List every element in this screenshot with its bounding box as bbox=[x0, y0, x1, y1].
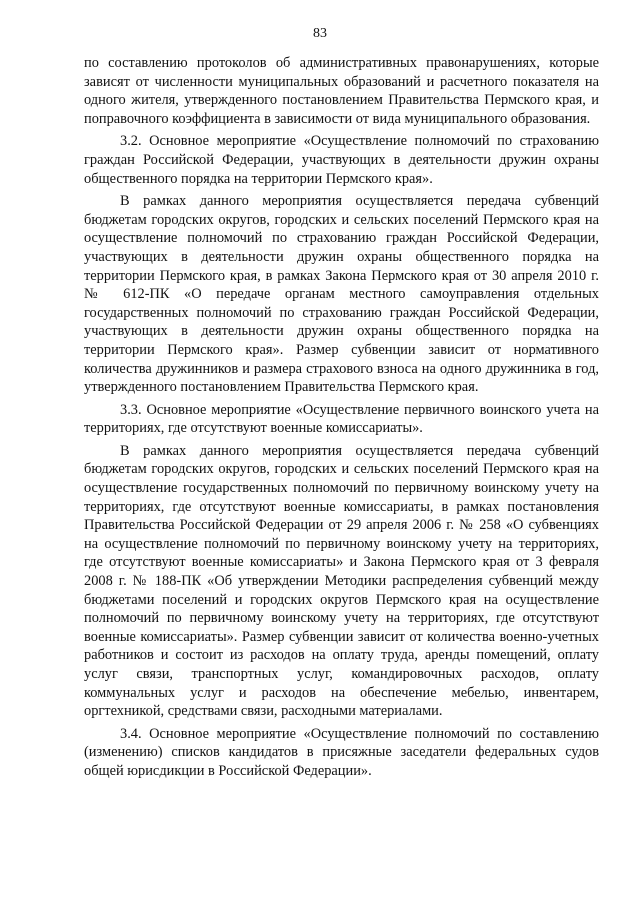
paragraph-3-3-heading: 3.3. Основное мероприятие «Осуществление первичного воинского учета на территориях, где отсутствуют военные комиссариаты». bbox=[84, 401, 599, 437]
page-number: 83 bbox=[313, 26, 327, 41]
document-body bbox=[84, 54, 599, 785]
paragraph-3-2-heading: 3.2. Основное мероприятие «Осуществление полномочий по страхованию граждан Российской Федерации, участвующих в деятельности дружин охраны общественного порядка на территории Пермского края». bbox=[84, 133, 599, 187]
paragraph-continuation: по составлению протоколов об административных правонарушениях, которые зависят от численности муниципальных образований и расчетного показателя на одного жителя, утвержденного постановлением Правительства Пермского края, и поправочного коэффициента в зависимости от вида муниципального образования. bbox=[84, 55, 599, 127]
paragraph-3-2-body: В рамках данного мероприятия осуществляется передача субвенций бюджетам городских округов, городских и сельских поселений Пермского края на осуществление полномочий по страхованию граждан Российской Федерации, участвующих в деятельности дружин охраны общественного порядка на территории Пермского края, в рамках Закона Пермского края от 30 апреля 2010 г. № 612-ПК «О передаче органам местного самоуправления отдельных государственных полномочий по страхованию граждан Российской Федерации, участвующих в деятельности дружин охраны общественного порядка на территории Пермского края». Размер субвенции зависит от нормативного количества дружинников и размера страхового взноса на одного дружинника в год, утвержденного постановлением Правительства Пермского края. bbox=[84, 193, 599, 396]
paragraph-3-4-heading: 3.4. Основное мероприятие «Осуществление полномочий по составлению (изменению) списков кандидатов в присяжные заседатели федеральных судов общей юрисдикции в Российской Федерации». bbox=[84, 725, 599, 779]
paragraph-3-3-body: В рамках данного мероприятия осуществляется передача субвенций бюджетам городских округов, городских и сельских поселений Пермского края на осуществление государственных полномочий по первичному воинскому учету на территориях, где отсутствуют военные комиссариаты, в рамках постановления Правительства Российской Федерации от 29 апреля 2006 г. № 258 «О субвенциях на осуществление полномочий по первичному воинскому учету на территориях, где отсутствуют военные комиссариаты» и Закона Пермского края от 3 февраля 2008 г. № 188-ПК «Об утверждении Методики распределения субвенций между бюджетами поселений и городских округов Пермского края на осуществление полномочий по первичному воинскому учету на территориях, где отсутствуют военные комиссариаты». Размер субвенции зависит от количества военно-учетных работников и состоит из расходов на оплату труда, аренды помещений, оплату услуг связи, транспортных услуг, командировочных расходов, оплату коммунальных услуг и расходов на обеспечение мебелью, инвентарем, оргтехникой, средствами связи, расходными материалами. bbox=[84, 442, 599, 720]
